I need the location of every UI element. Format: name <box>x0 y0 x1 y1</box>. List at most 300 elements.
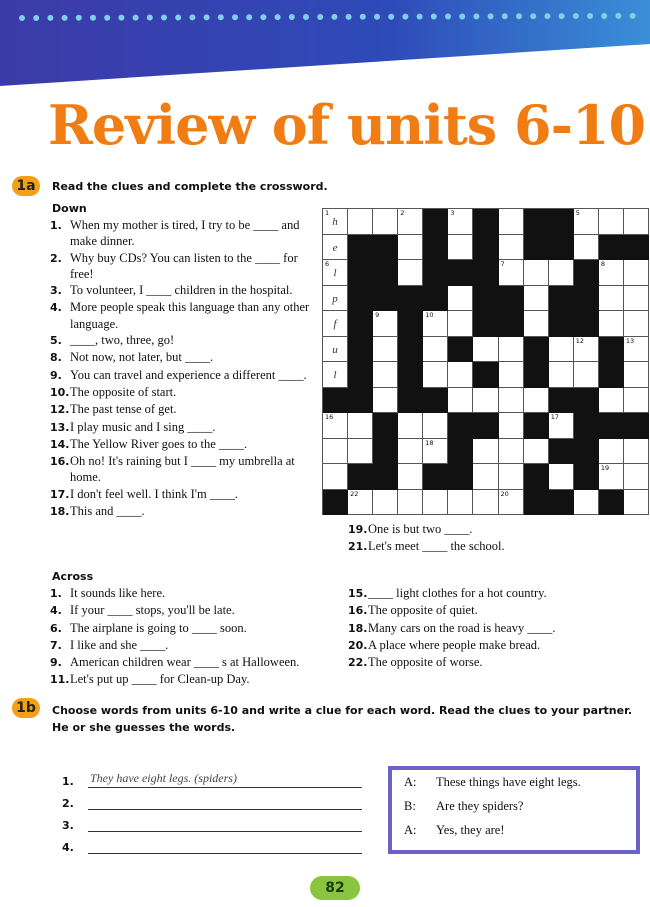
clue-text: When my mother is tired, I try to be ____ and make dinner. <box>70 218 300 249</box>
section-1b-instruction: Choose words from units 6-10 and write a clue for each word. Read the clues to your partner. He or she guesses the words. <box>52 704 633 734</box>
banner-dot <box>175 14 181 20</box>
crossword-cell[interactable] <box>448 362 473 388</box>
clue-item <box>348 602 638 619</box>
banner-dot <box>502 13 508 19</box>
crossword-cell[interactable] <box>423 413 448 439</box>
banner-dot <box>488 13 494 19</box>
crossword-block <box>373 413 398 439</box>
crossword-cell[interactable] <box>448 209 473 235</box>
clue-item <box>50 654 340 671</box>
clue-item <box>50 585 340 602</box>
crossword-cell[interactable] <box>549 260 574 286</box>
crossword-cell[interactable] <box>574 362 599 388</box>
clue-text: American children wear ____ s at Halloween. <box>70 655 300 670</box>
crossword-cell[interactable] <box>549 464 574 490</box>
clue-number: 16. <box>348 604 368 618</box>
clue-item <box>50 349 316 366</box>
clue-number: 9. <box>50 368 62 382</box>
clue-item <box>50 332 316 349</box>
crossword-block <box>348 286 373 312</box>
crossword-block <box>574 311 599 337</box>
clue-text: The Yellow River goes to the ____. <box>70 436 248 451</box>
dialog-speaker: B: <box>404 799 416 813</box>
crossword-block <box>423 209 448 235</box>
crossword-cell[interactable] <box>323 439 348 465</box>
dialog-text: Yes, they are! <box>436 823 505 837</box>
crossword-cell[interactable] <box>398 413 423 439</box>
crossword-number: 2 <box>400 209 405 217</box>
crossword-cell[interactable] <box>499 337 524 363</box>
crossword-number: 19 <box>600 464 610 472</box>
crossword-block <box>348 311 373 337</box>
crossword-cell[interactable] <box>348 490 373 516</box>
banner-dot <box>615 13 621 19</box>
answer-line[interactable] <box>62 766 362 788</box>
answer-line-number: 2. <box>62 797 74 810</box>
crossword-block <box>423 388 448 414</box>
crossword-cell[interactable] <box>348 209 373 235</box>
banner-dot <box>19 15 25 21</box>
clue-item <box>348 585 638 602</box>
crossword-cell[interactable] <box>373 388 398 414</box>
crossword-number: 5 <box>575 209 580 217</box>
crossword-cell[interactable] <box>373 337 398 363</box>
clue-item <box>348 521 638 538</box>
crossword-block <box>348 235 373 261</box>
crossword-block <box>599 490 624 516</box>
crossword-letter: f <box>333 318 337 330</box>
crossword-cell[interactable] <box>624 311 649 337</box>
crossword-cell[interactable] <box>524 439 549 465</box>
clue-number: 9. <box>50 656 62 670</box>
crossword-block <box>473 413 498 439</box>
clue-item <box>50 637 340 654</box>
dialog-line <box>392 794 636 818</box>
clue-number: 21. <box>348 540 368 554</box>
clue-text: ____ light clothes for a hot country. <box>368 586 547 600</box>
crossword-cell[interactable] <box>499 260 524 286</box>
clue-text: You can travel and experience a different ____. <box>70 367 307 382</box>
clue-item <box>50 384 316 401</box>
crossword-block <box>524 464 549 490</box>
crossword-block <box>524 413 549 439</box>
clue-text: One is but two ____. <box>368 522 473 536</box>
crossword-number: 3 <box>450 209 455 217</box>
page-title: Review of units 6-10 <box>48 93 646 157</box>
banner-dot <box>232 14 238 20</box>
answer-line-text[interactable]: They have eight legs. (spiders) <box>88 769 362 788</box>
crossword-block <box>448 464 473 490</box>
crossword-cell[interactable] <box>323 337 348 363</box>
banner-dot <box>246 14 252 20</box>
clue-text: Let's put up ____ for Clean-up Day. <box>70 672 250 687</box>
answer-lines <box>62 766 362 854</box>
crossword-block <box>423 286 448 312</box>
crossword-cell[interactable] <box>499 235 524 261</box>
crossword-block <box>348 260 373 286</box>
clue-text: ____, two, three, go! <box>70 333 175 348</box>
crossword-block <box>549 439 574 465</box>
clue-item <box>50 367 316 384</box>
answer-line-text[interactable] <box>88 835 362 854</box>
crossword-cell[interactable] <box>423 439 448 465</box>
crossword-block <box>373 260 398 286</box>
crossword-cell[interactable] <box>524 260 549 286</box>
crossword-cell[interactable] <box>398 439 423 465</box>
crossword-cell[interactable] <box>423 311 448 337</box>
crossword-block <box>323 490 348 516</box>
banner-dot <box>459 13 465 19</box>
header-banner <box>0 0 650 96</box>
banner-dot <box>530 13 536 19</box>
clue-item <box>50 217 316 250</box>
answer-line-number: 4. <box>62 841 74 854</box>
clue-item <box>50 671 340 688</box>
crossword-cell[interactable] <box>448 490 473 516</box>
crossword-block <box>599 413 624 439</box>
crossword-cell[interactable] <box>599 388 624 414</box>
crossword-cell[interactable] <box>599 260 624 286</box>
clue-item <box>348 637 638 654</box>
crossword-block <box>524 209 549 235</box>
banner-dot <box>402 14 408 20</box>
clue-number: 13. <box>50 420 70 434</box>
banner-dot <box>161 15 167 21</box>
crossword-letter: p <box>332 292 338 305</box>
crossword-cell[interactable] <box>323 464 348 490</box>
clue-text: The airplane is going to ____ soon. <box>70 620 247 635</box>
banner-dot <box>260 14 266 20</box>
answer-line-text[interactable] <box>88 791 362 810</box>
banner-dot <box>62 15 68 21</box>
crossword-block <box>473 362 498 388</box>
crossword-cell[interactable] <box>549 337 574 363</box>
crossword-block <box>448 337 473 363</box>
crossword-letter: e <box>332 241 338 254</box>
answer-line[interactable] <box>62 832 362 854</box>
crossword-block <box>499 311 524 337</box>
crossword-cell[interactable] <box>448 235 473 261</box>
banner-dot <box>275 14 281 20</box>
clue-number: 16. <box>50 455 70 469</box>
clue-item <box>50 486 316 503</box>
clue-number: 12. <box>50 403 70 417</box>
crossword-cell[interactable] <box>323 413 348 439</box>
crossword-cell[interactable] <box>373 209 398 235</box>
crossword-number: 7 <box>500 260 505 268</box>
crossword-number: 20 <box>500 489 509 498</box>
crossword-block <box>499 286 524 312</box>
clue-text: The opposite of quiet. <box>368 603 478 618</box>
banner-dot <box>544 13 550 19</box>
crossword-block <box>348 362 373 388</box>
crossword-cell[interactable] <box>624 439 649 465</box>
crossword-letter: l <box>333 369 337 381</box>
banner-dot <box>445 14 451 20</box>
crossword-block <box>373 286 398 312</box>
banner-dot <box>573 13 579 19</box>
crossword-cell[interactable] <box>423 490 448 516</box>
crossword-cell[interactable] <box>323 362 348 388</box>
banner-dot <box>218 14 224 20</box>
clue-item <box>50 620 340 637</box>
crossword-number: 1 <box>325 209 330 217</box>
crossword-block <box>574 260 599 286</box>
clue-item <box>50 453 316 486</box>
clue-number: 20. <box>348 638 368 652</box>
crossword-letter: u <box>332 343 338 356</box>
crossword-block <box>574 464 599 490</box>
crossword-block <box>599 337 624 363</box>
clue-text: The past tense of get. <box>70 402 177 417</box>
clue-item <box>50 503 316 520</box>
crossword-cell[interactable] <box>473 439 498 465</box>
crossword-number: 12 <box>575 336 585 345</box>
crossword-cell[interactable] <box>398 464 423 490</box>
crossword-cell[interactable] <box>499 413 524 439</box>
crossword-cell[interactable] <box>448 311 473 337</box>
banner-dot <box>133 15 139 21</box>
crossword-block <box>574 439 599 465</box>
banner-dot <box>303 14 309 20</box>
clue-number: 19. <box>348 523 368 536</box>
clue-text: If your ____ stops, you'll be late. <box>70 603 235 618</box>
crossword-cell[interactable] <box>473 464 498 490</box>
crossword-block <box>524 362 549 388</box>
crossword-cell[interactable] <box>599 311 624 337</box>
clue-number: 2. <box>50 251 62 265</box>
down-heading: Down <box>52 202 87 215</box>
crossword-block <box>398 337 423 363</box>
clue-text: Not now, not later, but ____. <box>70 350 214 365</box>
clue-number: 5. <box>50 334 62 348</box>
clue-number: 11. <box>50 673 70 687</box>
clue-text: Let's meet ____ the school. <box>368 539 505 554</box>
dialog-line <box>392 770 636 794</box>
crossword-cell[interactable] <box>473 337 498 363</box>
crossword-cell[interactable] <box>599 286 624 312</box>
answer-line[interactable] <box>62 788 362 810</box>
crossword-block <box>574 413 599 439</box>
dialog-line <box>392 818 636 842</box>
clue-item <box>50 299 316 332</box>
banner-dot <box>516 13 522 19</box>
banner-dot <box>118 15 124 21</box>
answer-line-number: 1. <box>62 775 74 788</box>
clue-item <box>348 620 638 637</box>
crossword-block <box>448 439 473 465</box>
crossword-cell[interactable] <box>499 362 524 388</box>
clue-text: Why buy CDs? You can listen to the ____ for free! <box>70 250 298 281</box>
crossword-cell[interactable] <box>398 209 423 235</box>
clue-text: This and ____. <box>70 504 145 519</box>
crossword-cell[interactable] <box>323 209 348 235</box>
crossword-cell[interactable] <box>398 260 423 286</box>
crossword-block <box>398 388 423 414</box>
crossword-cell[interactable] <box>499 439 524 465</box>
banner-dot <box>587 13 593 19</box>
crossword-cell[interactable] <box>398 235 423 261</box>
crossword-cell[interactable] <box>624 362 649 388</box>
crossword-cell[interactable] <box>624 464 649 490</box>
crossword-cell[interactable] <box>624 286 649 312</box>
crossword-cell[interactable] <box>599 209 624 235</box>
across-heading: Across <box>52 570 94 583</box>
clue-item <box>50 436 316 453</box>
crossword-block <box>473 235 498 261</box>
crossword-letter: h <box>332 216 338 228</box>
banner-dot <box>346 14 352 20</box>
clue-text: To volunteer, I ____ children in the hospital. <box>70 283 293 298</box>
clue-number: 3. <box>50 284 62 298</box>
crossword-cell[interactable] <box>348 439 373 465</box>
crossword-cell[interactable] <box>448 388 473 414</box>
crossword-cell[interactable] <box>624 490 649 516</box>
banner-dot <box>33 15 39 21</box>
crossword-cell[interactable] <box>423 337 448 363</box>
crossword-cell[interactable] <box>373 490 398 516</box>
banner-dot <box>104 15 110 21</box>
example-dialog-box <box>388 766 640 854</box>
crossword-cell[interactable] <box>624 388 649 414</box>
crossword-cell[interactable] <box>323 235 348 261</box>
crossword-cell[interactable] <box>599 464 624 490</box>
clue-text: I don't feel well. I think I'm ____. <box>70 486 239 501</box>
crossword-cell[interactable] <box>348 413 373 439</box>
dialog-speaker: A: <box>404 775 417 789</box>
crossword-block <box>549 490 574 516</box>
crossword-cell[interactable] <box>574 209 599 235</box>
clue-item <box>50 401 316 418</box>
crossword-number: 8 <box>600 260 605 268</box>
clue-item <box>50 602 340 619</box>
crossword-number: 17 <box>550 413 559 421</box>
crossword-cell[interactable] <box>624 209 649 235</box>
clue-number: 18. <box>50 505 70 519</box>
crossword-cell[interactable] <box>574 490 599 516</box>
clue-text: Oh no! It's raining but I ____ my umbrella at home. <box>70 454 295 485</box>
crossword-cell[interactable] <box>473 490 498 516</box>
clue-item <box>348 654 638 671</box>
crossword-number: 22 <box>350 489 359 498</box>
banner-dot <box>388 14 394 20</box>
section-1a-badge: 1a <box>12 176 40 196</box>
crossword-cell[interactable] <box>323 311 348 337</box>
crossword-block <box>599 235 624 261</box>
clue-number: 14. <box>50 437 70 451</box>
crossword-cell[interactable] <box>473 388 498 414</box>
crossword-cell[interactable] <box>373 311 398 337</box>
crossword-cell[interactable] <box>549 362 574 388</box>
crossword-cell[interactable] <box>423 362 448 388</box>
crossword-block <box>524 235 549 261</box>
crossword-block <box>524 490 549 516</box>
banner-dot <box>147 15 153 21</box>
crossword-block <box>473 260 498 286</box>
section-1a-instruction: Read the clues and complete the crossword. <box>52 180 328 193</box>
dialog-text: Are they spiders? <box>436 799 524 813</box>
crossword-block <box>398 286 423 312</box>
clue-number: 1. <box>50 587 62 600</box>
clue-number: 6. <box>50 621 62 635</box>
crossword-cell[interactable] <box>599 439 624 465</box>
crossword-block <box>624 413 649 439</box>
crossword-block <box>448 413 473 439</box>
crossword-block <box>549 286 574 312</box>
crossword-block <box>348 464 373 490</box>
section-1b-badge: 1b <box>12 698 40 718</box>
banner-dot <box>289 14 295 20</box>
crossword-block <box>473 286 498 312</box>
answer-line[interactable] <box>62 810 362 832</box>
clue-item <box>348 538 638 555</box>
crossword-block <box>599 362 624 388</box>
clue-item <box>50 419 316 436</box>
banner-dot <box>76 15 82 21</box>
banner-dot <box>331 14 337 20</box>
crossword-cell[interactable] <box>323 286 348 312</box>
clue-number: 1. <box>50 219 62 232</box>
crossword-cell[interactable] <box>499 209 524 235</box>
crossword-cell[interactable] <box>499 464 524 490</box>
crossword-block <box>574 388 599 414</box>
banner-dot <box>47 15 53 21</box>
clue-text: The opposite of start. <box>70 384 177 399</box>
crossword-block <box>373 439 398 465</box>
crossword-block <box>473 209 498 235</box>
crossword-cell[interactable] <box>624 337 649 363</box>
clue-text: A place where people make bread. <box>368 637 541 652</box>
crossword-cell[interactable] <box>499 490 524 516</box>
banner-dot <box>189 14 195 20</box>
crossword-cell[interactable] <box>373 362 398 388</box>
crossword-cell[interactable] <box>524 388 549 414</box>
crossword-cell[interactable] <box>574 337 599 363</box>
crossword-cell[interactable] <box>323 260 348 286</box>
crossword-cell[interactable] <box>624 260 649 286</box>
crossword-block <box>549 235 574 261</box>
crossword-cell[interactable] <box>448 286 473 312</box>
answer-line-number: 3. <box>62 819 74 832</box>
crossword-cell[interactable] <box>524 286 549 312</box>
crossword-cell[interactable] <box>574 235 599 261</box>
down-clues <box>50 217 316 520</box>
crossword-number: 16 <box>325 413 334 421</box>
across-clues-right <box>348 585 638 671</box>
banner-dot <box>473 13 479 19</box>
crossword-block <box>373 235 398 261</box>
crossword-number: 13 <box>625 336 635 345</box>
crossword-cell[interactable] <box>398 490 423 516</box>
banner-dot <box>559 13 565 19</box>
clue-text: I play music and I sing ____. <box>70 419 216 434</box>
clue-number: 4. <box>50 604 62 618</box>
dialog-text: These things have eight legs. <box>436 775 581 789</box>
clue-text: More people speak this language than any other language. <box>70 300 310 331</box>
crossword-cell[interactable] <box>524 311 549 337</box>
crossword-cell[interactable] <box>549 413 574 439</box>
crossword-block <box>423 235 448 261</box>
banner-dot <box>90 15 96 21</box>
clue-number: 10. <box>50 385 70 399</box>
clue-text: Many cars on the road is heavy ____. <box>368 620 556 635</box>
answer-line-text[interactable] <box>88 813 362 832</box>
crossword-block <box>473 311 498 337</box>
crossword-number: 9 <box>375 311 380 319</box>
clue-text: The opposite of worse. <box>368 655 483 670</box>
crossword-cell[interactable] <box>499 388 524 414</box>
crossword-block <box>549 388 574 414</box>
